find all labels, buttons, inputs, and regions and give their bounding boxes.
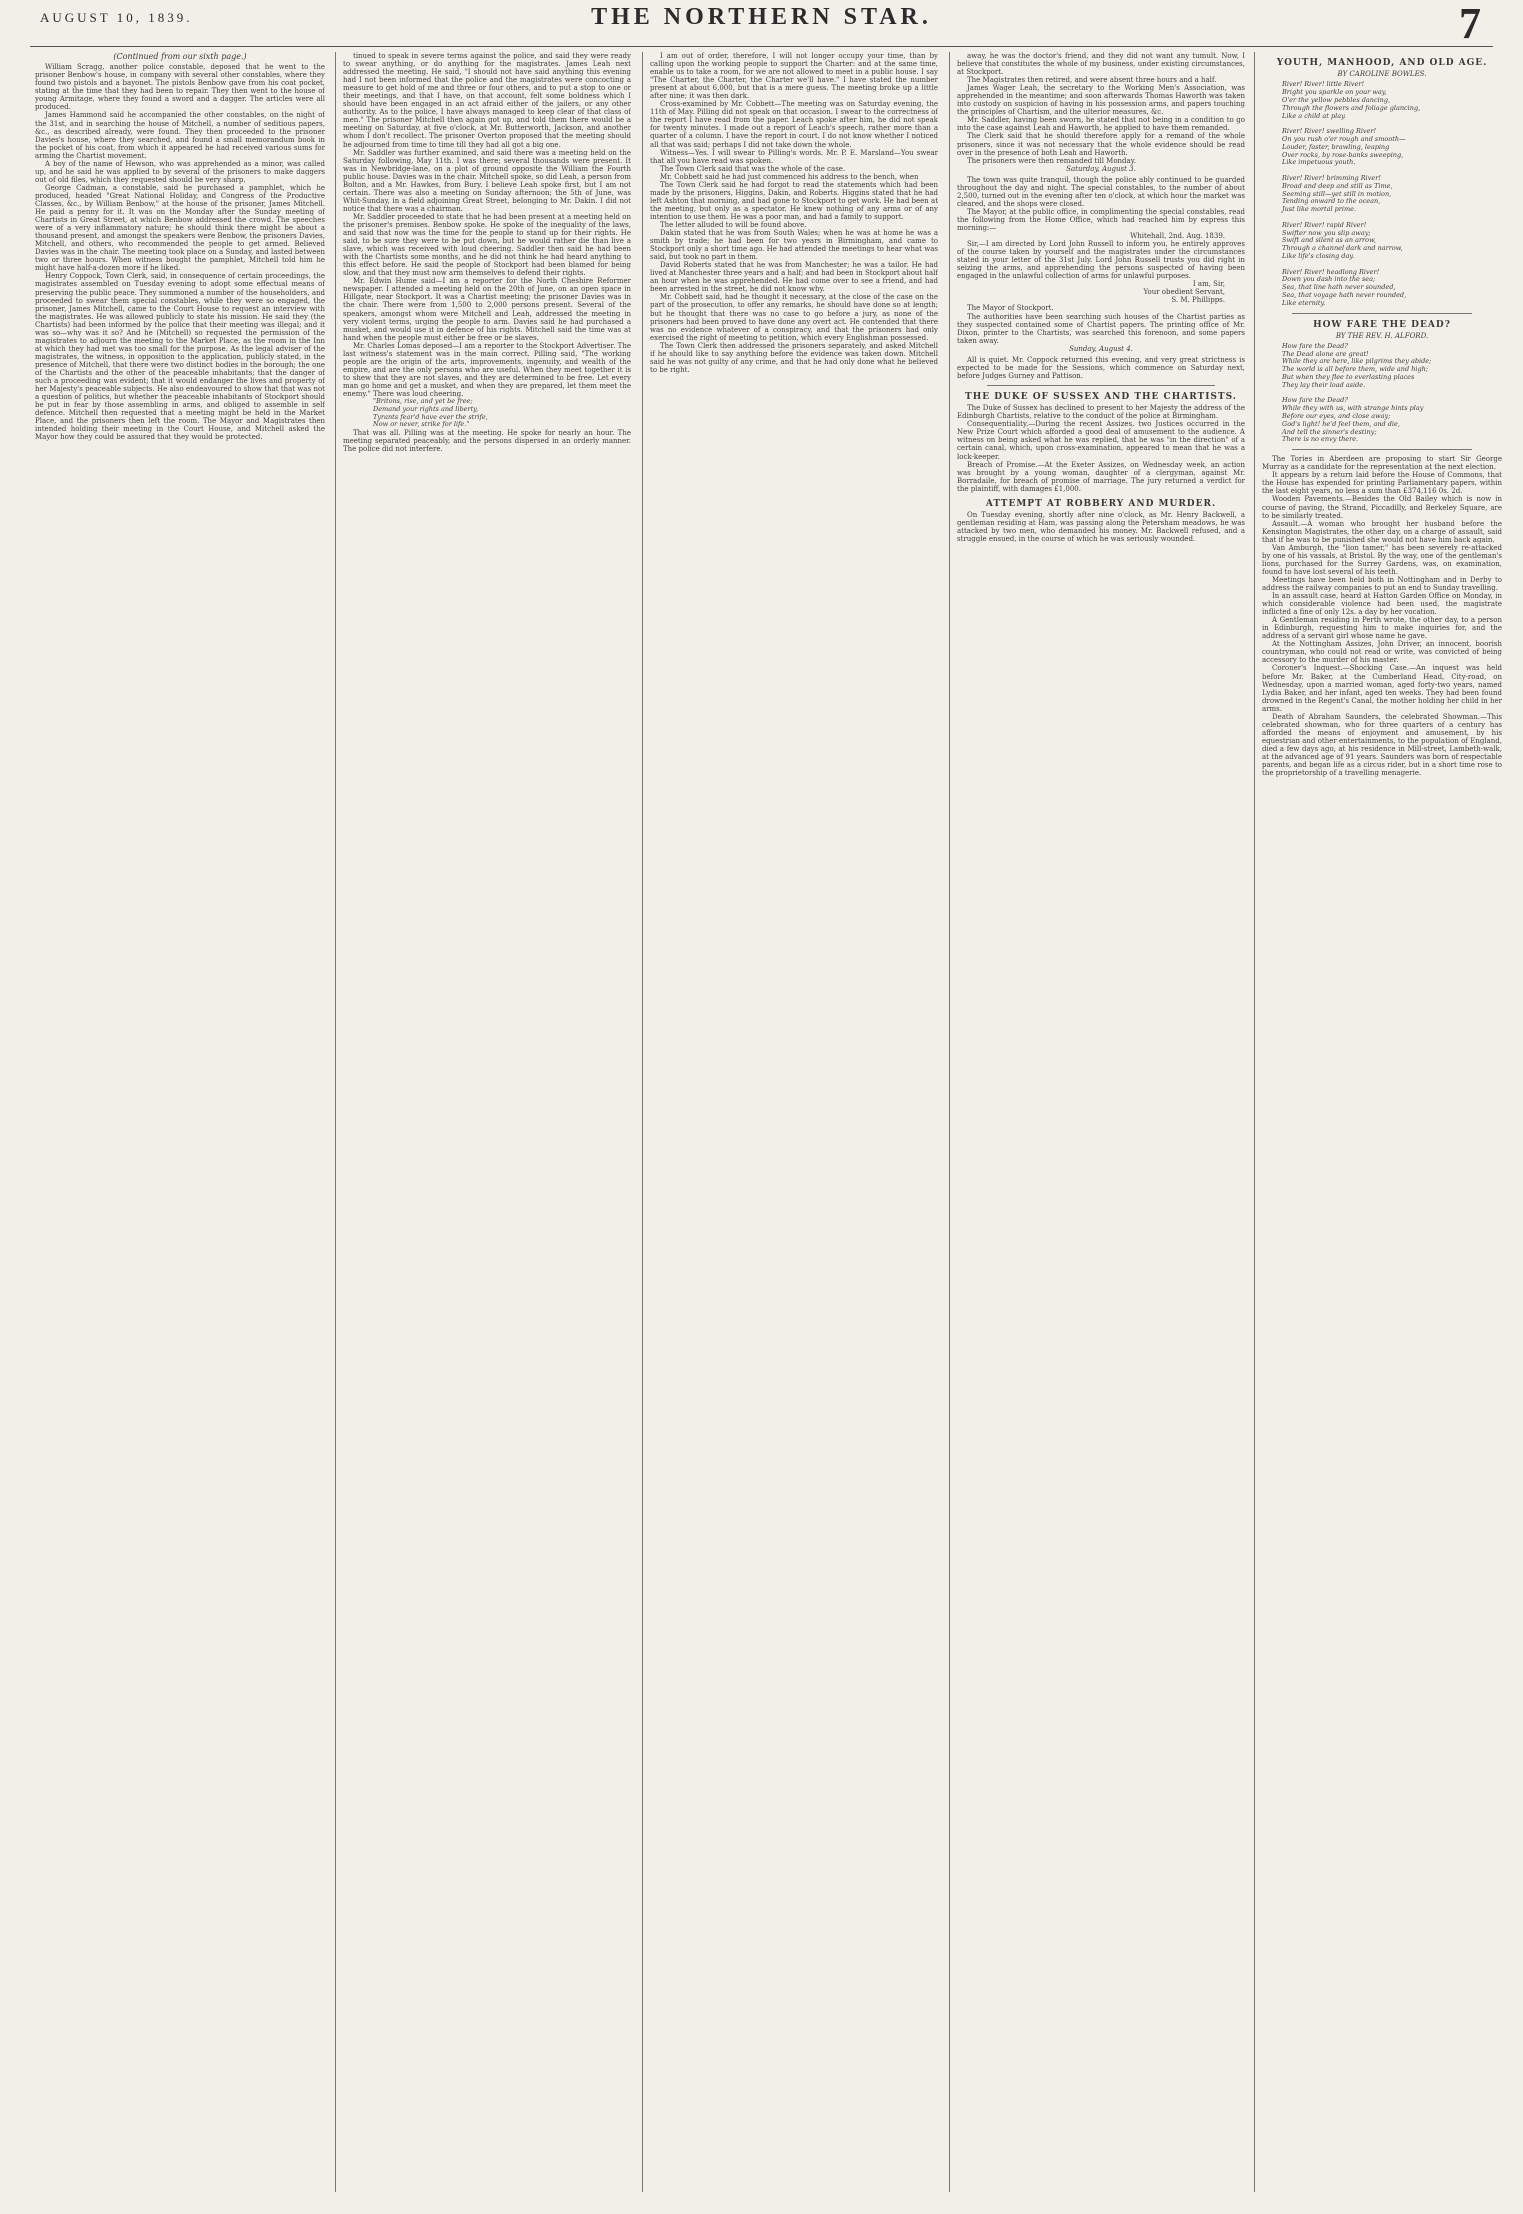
column-4: [957, 52, 1245, 2197]
poem-title: YOUTH, MANHOOD, AND OLD AGE.: [1276, 58, 1488, 68]
article-paragraph: James Wager Leah, the secretary to the Working Men's Association, was apprehended in the meantime; and soon afterwards Thomas Haworth was taken into custody on suspicion of having in his possession arms, and papers touching the principles of Chartism, and the ulterior measures, &c.: [957, 84, 1245, 117]
article-paragraph: Dakin stated that he was from South Wales; when he was at home he was a smith by trade; he had been for two years in Birmingham, and came to Stockport only a short time ago. He had attended the meetings to hear what was said, but took no part in them.: [650, 229, 938, 262]
news-item: At the Nottingham Assizes, John Driver, an innocent, boorish countryman, who could not read or write, was convicted of being accessory to the murder of his master.: [1262, 640, 1502, 665]
news-item: Assault.—A woman who brought her husband before the Kensington Magistrates, the other day, on a charge of assault, said that if he was to be punished she would not have him back again.: [1262, 519, 1502, 544]
poem-body: How fare the Dead? The Dead alone are great! While they are here, like pilgrims they abide; The world is all before them, wide and high; But when they flee to everlasting places They lay their load aside. How fare the Dead? While they with us, with strange hints play Before our eyes, and close away; God's light! he'd feel them, and die, And tell the sinner's destiny; There is no envy there.: [1282, 341, 1432, 444]
article-paragraph: William Scragg, another police constable, deposed that he went to the prisoner Benbow's house, in company with several other constables, where they found two pistols and a bayonet. The pistols Benbow gave from his coat pocket, stating at the time that they had been to repair. They then went to the house of young Armitage, where they found a sword and a dagger. The articles were all produced.: [35, 63, 325, 112]
column-divider: [642, 52, 643, 2192]
article-paragraph: The Clerk said that he should therefore apply for a remand of the whole prisoners, since it was not necessary that the whole evidence should be read over in the presence of both Leah and Haworth.: [957, 132, 1245, 157]
news-item: Meetings have been held both in Nottingham and in Derby to address the railway companies to put an end to Sunday travelling.: [1262, 575, 1502, 592]
article-paragraph: All is quiet. Mr. Coppock returned this evening, and very great strictness is expected to be made for the Sessions, which commence on Saturday next, before Judges Gurney and Pattison.: [957, 355, 1245, 380]
article-paragraph: George Cadman, a constable, said he purchased a pamphlet, which he produced, headed "Great National Holiday, and Congress of the Productive Classes, &c., by William Benbow," at the house of the prisoner, James Mitchell. He paid a penny for it. It was on the Monday after the Sunday meeting of Chartists in Great Street, at which Benbow addressed the crowd. The speeches were of a very inflammatory nature; he should think there might be about a thousand present, and amongst the speakers were Benbow, the prisoners Davies, Mitchell, and others, who recommended the people to get armed. Believed Davies was in the chair. The meeting took place on a Sunday, and lasted between two or three hours. When witness bought the pamphlet, Mitchell told him he might have half-a-dozen more if he liked.: [35, 183, 325, 273]
column-5: [1262, 52, 1502, 2197]
article-paragraph: I am out of order, therefore, I will not longer occupy your time, than by calling upon the working people to support the Charter: and at the same time, enable us to take a room, for we are not allowed to meet in a public house. I say "The Charter, the Charter, the Charter we'll have." I have stated the number present at about 6,000, but that is a mere guess. The meeting broke up a little after nine; it was then dark.: [650, 52, 938, 101]
article-paragraph: Sir,—I am directed by Lord John Russell to inform you, he entirely approves of the course taken by yourself and the magistrates under the circumstances stated in your letter of the 31st July. Lord John Russell trusts you did right in seizing the arms, and apprehending the persons suspected of having been engaged in the unlawful collection of arms for unlawful purposes.: [957, 240, 1245, 281]
article-paragraph: Mr. Saddler was further examined, and said there was a meeting held on the Saturday following, May 11th. I was there; several thousands were present. It was in Newbridge-lane, on a plot of ground opposite the William the Fourth public house. Davies was in the chair. Mitchell spoke, so did Leah, a person from Bolton, and a Mr. Hawkes, from Bury. I believe Leah spoke first, but I am not certain. There was also a meeting on Sunday afternoon; the 5th of June, was Whit-Sunday, in a field adjoining Great Street, belonging to Mr. Dakin. I did not notice that there was a chairman.: [343, 148, 631, 213]
article-paragraph: The letter alluded to will be found above.: [660, 220, 807, 229]
quoted-verse: "Britons, rise, and yet be free; Demand your rights and liberty, Tyrants fear'd have ever the strife, Now or never, strike for life.": [373, 397, 488, 429]
news-item: It appears by a return laid before the House of Commons, that the House has expended for printing Parliamentary papers, within the last eight years, no less a sum than £374,116 0s. 2d.: [1262, 471, 1502, 496]
article-paragraph: tinued to speak in severe terms against the police, and said they were ready to swear anything, or do anything for the magistrates. James Leah next addressed the meeting. He said, "I should not have said anything this evening had I not been informed that the police and the magistrates were concocting a measure to get hold of me and three or four others, and to put a stop to one or their meetings, and that I have, on that account, felt some boldness which I should have been engaged in an act afraid either of the jailers, or any other authority. As to the police, I have always managed to keep clear of that class of men." The prisoner Mitchell then again got up, and told them there would be a meeting on Saturday, at five o'clock, at Mr. Butterworth, Jackson, and another whom I don't recollect. The prisoner Overton proposed that the meeting should be adjourned from time to time till they had all got a big one.: [343, 52, 631, 149]
dateline: Saturday, August 3.: [1066, 164, 1136, 173]
article-paragraph: The Town Clerk then addressed the prisoners separately, and asked Mitchell if he should like to say anything before the evidence was taken down. Mitchell said he was not guilty of any crime, and that he had only done what he believed to be right.: [650, 341, 938, 374]
article-paragraph: Mr. Edwin Hume said—I am a reporter for the North Cheshire Reformer newspaper. I attended a meeting held on the 20th of June, on an open space in Hillgate, near Stockport. It was a Chartist meeting; the prisoner Davies was in the chair. There were from 1,500 to 2,000 persons present. Several of the speakers, amongst whom were Mitchell and Leah, addressed the meeting in very violent terms, urging the people to arm. Davies said he had purchased a musket, and would use it in defence of his rights. Mitchell said the time was at hand when the people must either be free or be slaves.: [343, 277, 631, 342]
article-paragraph: Breach of Promise.—At the Exeter Assizes, on Wednesday week, an action was brought by a young woman, daughter of a clergyman, against Mr. Borradaile, for breach of promise of marriage. The jury returned a verdict for the plaintiff, with damages £1,000.: [957, 460, 1245, 493]
issue-date: AUGUST 10, 1839.: [40, 10, 193, 25]
article-paragraph: A boy of the name of Hewson, who was apprehended as a minor, was called up, and he said he was applied to by several of the prisoners to make daggers out of old files, which they requested should be very sharp.: [35, 159, 325, 184]
article-paragraph: Mr. Saddler proceeded to state that he had been present at a meeting held on the prisoner's premises. Benbow spoke. He spoke of the inequality of the laws, and said that now was the time for the people to stand up for their rights. He said, to be sure they were to be put down, but he would rather die than live a slave, which was received with loud cheering. Saddler then said he had been with the Chartists some months, and he did not think he had heard anything to this effect before. He said the people of Stockport had been blamed for being slow, and that they must now arm themselves to defend their rights.: [343, 212, 631, 278]
article-paragraph: David Roberts stated that he was from Manchester; he was a tailor. He had lived at Manchester three years and a half; and had been in Stockport about half an hour when he was apprehended. He had come over to see a friend, and had been arrested in the street, he did not know why.: [650, 261, 938, 294]
continued-note: (Continued from our sixth page.): [113, 52, 247, 61]
article-paragraph: The authorities have been searching such houses of the Chartist parties as they suspected contained some of Chartist papers. The printing office of Mr. Dixon, printer to the Chartists, was searched this forenoon, and some papers taken away.: [957, 312, 1245, 345]
news-item: A Gentleman residing in Perth wrote, the other day, to a person in Edinburgh, requesting him to make inquiries for, and the address of a servant girl whose name he gave.: [1262, 616, 1502, 641]
news-item: Death of Abraham Saunders, the celebrated Showman.—This celebrated showman, who for three quarters of a century has afforded the means of enjoyment and amusement, by his equestrian and other entertainments, to the population of England, died a few days ago, at his residence in Mill-street, Lambeth-walk, at the advanced age of 91 years. Saunders was born of respectable parents, and began life as a circus rider, but in a short time rose to the proprietorship of a travelling menagerie.: [1262, 712, 1502, 778]
column-divider: [1254, 52, 1255, 2192]
masthead-rule: [30, 46, 1493, 47]
article-paragraph: The Magistrates then retired, and were absent three hours and a half.: [967, 76, 1217, 85]
article-paragraph: Henry Coppock, Town Clerk, said, in consequence of certain proceedings, the magistrates assembled on Tuesday evening to adopt some effectual means of preserving the public peace. They summoned a number of the householders, and proceeded to swear them special constables, while they were so engaged, the prisoner, James Mitchell, came to the Court House to request an interview with the magistrates. He was allowed publicly to state his mission. He said they (the Chartists) had been informed by the police that their meeting was illegal; and it was so—why was it so? And he (Mitchell) so requested the permission of the magistrates to adjourn the meeting to the Market Place, as the room in the Inn at which they had met was too small for the purpose. As the legal adviser of the magistrates, the witness, in opposition to the application, publicly stated, in the presence of Mitchell, that there were two distinct bodies in the borough; the one of the Chartists and the other of the peaceable inhabitants; that the danger of such a proceeding was evident; that it would endanger the lives and property of her Majesty's peaceable subjects. He also endeavoured to show that that was not a question of politics, but whether the peaceable inhabitants of Stockport should be put in fear by those assembling in arms, and obliged to assemble in self defence. Mitchell then requested that a meeting might be held in the Market Place, and the prisoners then left the room. The Mayor and Magistrates then intended holding their meeting in the Court House, and Mitchell asked the Mayor how they could be assured that they would be protected.: [35, 272, 325, 442]
section-rule: [987, 385, 1215, 386]
article-paragraph: The Mayor, at the public office, in complimenting the special constables, read the following from the Home Office, which had reached him by express this morning:—: [957, 207, 1245, 232]
section-rule: [1292, 449, 1472, 450]
article-paragraph: The prisoners were then remanded till Monday.: [967, 156, 1136, 165]
article-paragraph: Mr. Charles Lomas deposed—I am a reporter to the Stockport Advertiser. The last witness's statement was in the main correct. Pilling said, "The working people are the origin of the arts, improvements, ingenuity, and wealth of the empire, and are the only persons who are useful. When they meet together it is to shew that they are not slaves, and they are determined to be free. Let every man go home and get a musket, and when they are prepared, let them meet the enemy." There was loud cheering.: [343, 341, 631, 398]
news-item: Van Amburgh, the "lion tamer," has been severely re-attacked by one of his vassals, at Bristol. By the way, one of the gentleman's lions, purchased for the Surrey Gardens, was, on examination, found to have lost several of his teeth.: [1262, 543, 1502, 576]
article-paragraph: Mr. Cobbett said, had he thought it necessary, at the close of the case on the part of the prosecution, to offer any remarks, he should have done so at length; but he thought that there was no case to go before a jury, as none of the prisoners had been proved to have done any overt act. He contended that there was no evidence whatever of a conspiracy, and that the prisoners had only exercised the right of meeting to petition, which every Englishman possessed.: [650, 293, 938, 342]
poem-author: BY CAROLINE BOWLES.: [1337, 70, 1427, 79]
poem-body: River! River! little River! Bright you sparkle on your way, O'er the yellow pebbles dancing, Through the flowers and foliage glancing, Like a child at play. River! River! swelling River! On you rush o'er rough and smooth— Louder, faster, brawling, leaping Over rocks, by rose-banks sweeping, Like impetuous youth. River! River! brimming River! Broad and deep and still as Time, Seeming still—yet still in motion, Tending onward to the ocean, Just like mortal prime. River! River! rapid River! Swifter now you slip away; Swift and silent as an arrow, Through a channel dark and narrow, Like life's closing day. River! River! headlong River! Down you dash into the sea; Sea, that line hath never sounded, Sea, that voyage hath never rounded, Like eternity.: [1282, 80, 1421, 307]
news-item: Coroner's Inquest.—Shocking Case.—An inquest was held before Mr. Baker, at the Cumberland Head, City-road, on Wednesday, upon a married woman, aged forty-two years, named Lydia Baker, and her infant, aged ten weeks. They had been found drowned in the Regent's Canal, the mother holding her child in her arms.: [1262, 664, 1502, 713]
news-item: The Tories in Aberdeen are proposing to start Sir George Murray as a candidate for the representation at the next election.: [1262, 455, 1502, 472]
column-3: [650, 52, 938, 2197]
article-paragraph: Witness—Yes. I will swear to Pilling's words. Mr. P. E. Marsland—You swear that all you have read was spoken.: [650, 148, 938, 165]
article-paragraph: Mr. Saddler, having been sworn, he stated that not being in a condition to go into the case against Leah and Haworth, he applied to have them remanded.: [957, 116, 1245, 133]
letter-dateline: Whitehall, 2nd. Aug. 1839.: [1130, 232, 1225, 241]
article-paragraph: On Tuesday evening, shortly after nine o'clock, as Mr. Henry Backwell, a gentleman residing at Ham, was passing along the Petersham meadows, he was attacked by two men, who demanded his money. Mr. Backwell refused, and a struggle ensued, in the course of which he was seriously wounded.: [957, 511, 1245, 544]
letter-signature: I am, Sir, Your obedient Servant, S. M. Phillipps.: [1143, 280, 1225, 305]
article-paragraph: James Hammond said he accompanied the other constables, on the night of the 31st, and in searching the house of Mitchell, a number of seditious papers, &c., as described already, were found. They then proceeded to the prisoner Davies's house, where they searched, and found a small memorandum book in the pocket of his coat, from which it appeared he had received various sums for arming the Chartist movement.: [35, 111, 325, 160]
article-paragraph: The Mayor of Stockport.: [967, 304, 1054, 313]
article-paragraph: The Town Clerk said he had forgot to read the statements which had been made by the prisoners, Higgins, Dakin, and Roberts. Higgins stated that he had left Ashton that morning, and had gone to Stockport to get work. He had been at the meeting, but only as a spectator. He knew nothing of any arms or of any intention to use them. He was a poor man, and had a family to support.: [650, 180, 938, 221]
column-2: [343, 52, 631, 2197]
page-number: 7: [1459, 0, 1481, 48]
article-paragraph: Mr. Cobbett said he had just commenced his address to the bench, when: [660, 172, 919, 181]
section-rule: [1292, 313, 1472, 314]
article-paragraph: That was all. Pilling was at the meeting. He spoke for nearly an hour. The meeting separated peaceably, and the persons dispersed in an orderly manner. The police did not interfere.: [343, 429, 631, 454]
article-paragraph: Cross-examined by Mr. Cobbett—The meeting was on Saturday evening, the 11th of May. Pilling did not speak on that occasion. I swear to the correctness of the report I have read from the paper. Leach spoke after him, he did not speak for twenty minutes. I made out a report of Leach's speech, rather more than a quarter of a column. I have the report in court. I do not know whether I noticed all that was said; perhaps I did not take down the whole.: [650, 100, 938, 149]
column-1: [35, 52, 325, 2197]
poem-author: BY THE REV. H. ALFORD.: [1335, 331, 1429, 340]
article-paragraph: The Duke of Sussex has declined to present to her Majesty the address of the Edinburgh Chartists, relative to the conduct of the police at Birmingham.: [957, 404, 1245, 421]
section-heading: THE DUKE OF SUSSEX AND THE CHARTISTS.: [965, 391, 1237, 402]
section-heading: ATTEMPT AT ROBBERY AND MURDER.: [985, 498, 1217, 509]
article-paragraph: Consequentiality.—During the recent Assizes, two Justices occurred in the New Prize Court which afforded a good deal of amusement to the audience. A witness on being asked what he was replied, that he was "in the direction" of a certain canal, which, upon cross-examination, appeared to mean that he was a lock-keeper.: [957, 420, 1245, 461]
article-paragraph: The town was quite tranquil, though the police ably continued to be guarded throughout the day and night. The special constables, to the number of about 2,500, turned out in the evening after ten o'clock, at which hour the market was cleared, and the shops were closed.: [957, 175, 1245, 208]
dateline: Sunday, August 4.: [1069, 344, 1133, 353]
news-item: In an assault case, heard at Hatton Garden Office on Monday, in which considerable violence had been used, the magistrate inflicted a fine of only 12s. a day by her vocation.: [1262, 592, 1502, 617]
column-divider: [335, 52, 336, 2192]
column-divider: [949, 52, 950, 2192]
newspaper-title: THE NORTHERN STAR.: [591, 4, 932, 30]
article-paragraph: The Town Clerk said that was the whole of the case.: [660, 164, 846, 173]
article-paragraph: away, he was the doctor's friend, and they did not want any tumult. Now, I believe that constitutes the whole of my business, under existing circumstances, at Stockport.: [957, 52, 1245, 77]
poem-title: HOW FARE THE DEAD?: [1313, 319, 1451, 330]
news-item: Wooden Pavements.—Besides the Old Bailey which is now in course of paving, the Strand, Piccadilly, and Berkeley Square, are to be similarly treated.: [1262, 495, 1502, 520]
